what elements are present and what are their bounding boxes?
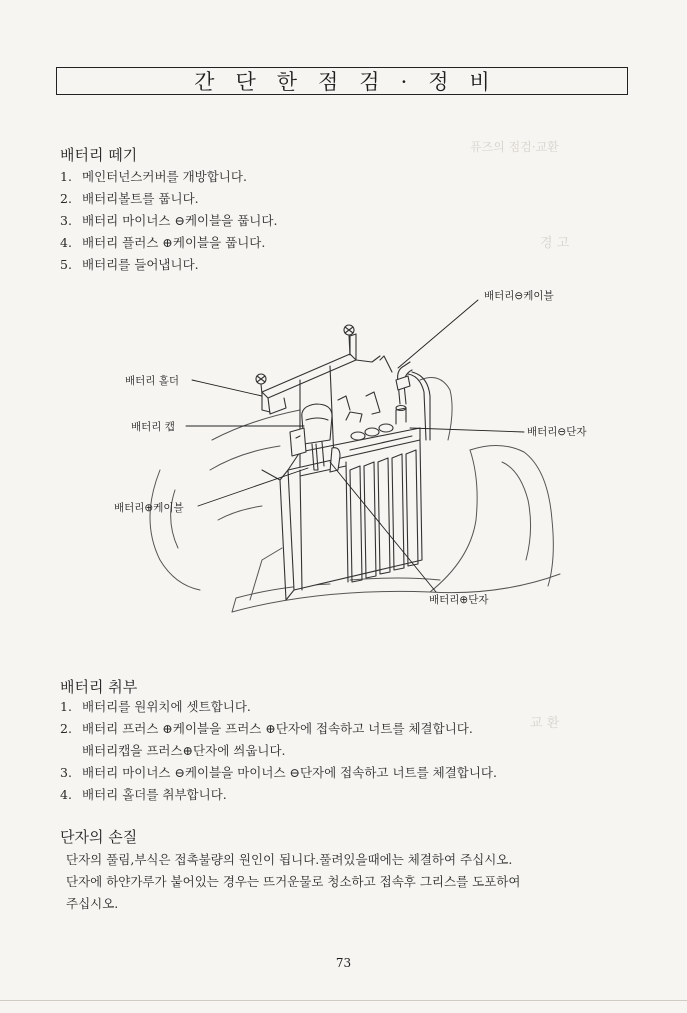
installation-step-4	[60, 785, 227, 803]
terminal-care-line-1: 단자의 풀림,부식은 접촉불량의 원인이 됩니다.풀려있을때에는 체결하여 주십시오.	[66, 852, 513, 867]
page-number: 73	[335, 956, 352, 970]
battery-cells-drawing	[338, 392, 393, 440]
step-text: 배터리 마이너스 ⊖케이블을 풉니다.	[82, 213, 278, 228]
installation-step-2-note	[82, 741, 286, 759]
bleed-through-text: 퓨즈의 점검·교환	[470, 140, 559, 154]
callout-plus-cable: 배터리⊕케이블	[114, 502, 184, 514]
step-text: 배터리캡을 프러스⊕단자에 씌웁니다.	[82, 743, 286, 758]
step-text: 배터리 홀더를 취부합니다.	[82, 787, 227, 802]
bleed-through-text: 교 환	[530, 716, 560, 731]
callout-battery-cap: 배터리 캡	[131, 421, 175, 433]
step-number: 2.	[60, 721, 72, 736]
step-number: 1.	[60, 699, 72, 714]
step-number: 4.	[60, 787, 72, 802]
step-number: 3.	[60, 765, 72, 780]
terminal-care-heading: 단자의 손질	[60, 828, 138, 846]
step-number: 2.	[60, 191, 72, 206]
step-text: 메인터넌스커버를 개방합니다.	[82, 169, 247, 184]
step-text: 배터리 프러스 ⊕케이블을 프러스 ⊕단자에 접속하고 너트를 체결합니다.	[82, 721, 473, 736]
callout-minus-terminal: 배터리⊖단자	[527, 426, 587, 438]
removal-heading: 배터리 떼기	[60, 146, 138, 164]
terminal-care-line-3: 주십시오.	[66, 896, 119, 911]
step-text: 배터리를 원위치에 셋트합니다.	[82, 699, 251, 714]
step-number: 4.	[60, 235, 72, 250]
battery-box-drawing	[262, 428, 422, 600]
page-title: 간단한점검·정비	[194, 70, 511, 94]
terminal-care-line-2: 단자에 하얀가루가 붙어있는 경우는 뜨거운물로 청소하고 접속후 그리스를 도포하여	[66, 874, 521, 889]
step-number: 1.	[60, 169, 72, 184]
installation-heading: 배터리 취부	[60, 678, 138, 696]
bottom-rule	[0, 1000, 687, 1001]
step-number: 3.	[60, 213, 72, 228]
step-number: 5.	[60, 257, 72, 272]
step-text: 배터리를 들어냅니다.	[82, 257, 199, 272]
callout-battery-holder: 배터리 홀더	[125, 375, 180, 387]
installation-step-1	[60, 697, 251, 715]
step-text: 배터리볼트를 풉니다.	[82, 191, 199, 206]
step-text: 배터리 플러스 ⊕케이블을 풉니다.	[82, 235, 266, 250]
step-text: 배터리 마이너스 ⊖케이블을 마이너스 ⊖단자에 접속하고 너트를 체결합니다.	[82, 765, 497, 780]
callout-plus-terminal: 배터리⊕단자	[429, 594, 489, 606]
installation-step-3	[60, 763, 497, 781]
bleed-through-text: 경 고	[540, 236, 570, 251]
minus-cable-drawing	[380, 356, 430, 440]
installation-step-2	[60, 719, 473, 737]
callout-minus-cable: 배터리⊖케이블	[484, 290, 554, 302]
